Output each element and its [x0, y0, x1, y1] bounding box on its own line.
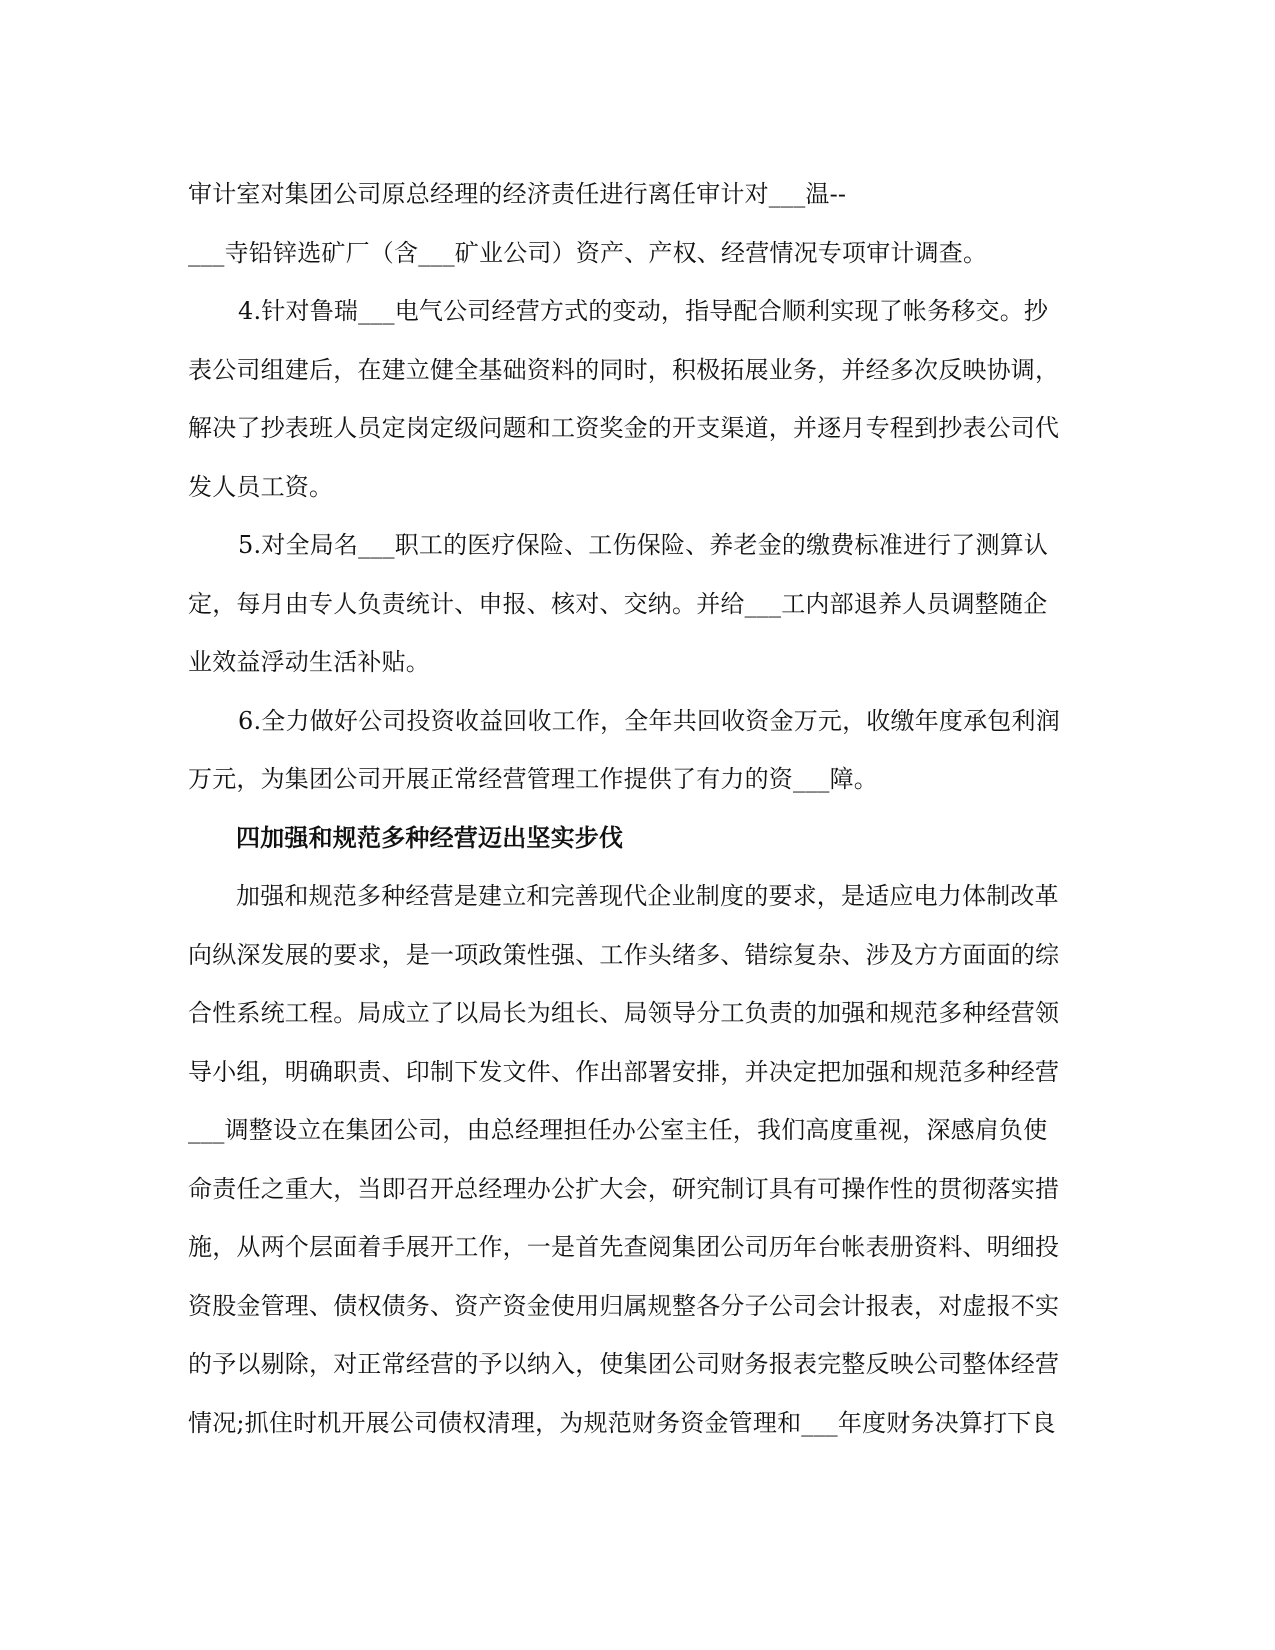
body-line: ___调整设立在集团公司，由总经理担任办公室主任，我们高度重视，深感肩负使 [188, 1116, 1048, 1144]
body-line: 表公司组建后，在建立健全基础资料的同时，积极拓展业务，并经多次反映协调， [188, 355, 1060, 384]
body-line: 业效益浮动生活补贴。 [188, 648, 430, 676]
body-line: ___寺铅锌选矿厂（含___矿业公司）资产、产权、经营情况专项审计调查。 [188, 238, 988, 267]
item-5-line: 5.对全局名___职工的医疗保险、工伤保险、养老金的缴费标准进行了测算认 [238, 531, 1049, 559]
section-heading: 四加强和规范多种经营迈出坚实步伐 [236, 822, 624, 852]
body-line: 施，从两个层面着手展开工作，一是首先查阅集团公司历年台帐表册资料、明细投 [188, 1233, 1060, 1261]
body-line: 万元，为集团公司开展正常经营管理工作提供了有力的资___障。 [188, 765, 878, 793]
body-line: 导小组，明确职责、印制下发文件、作出部署安排，并决定把加强和规范多种经营 [188, 1057, 1060, 1086]
body-line: 定，每月由专人负责统计、申报、核对、交纳。并给___工内部退养人员调整随企 [188, 589, 1048, 618]
document-body [188, 165, 1088, 1452]
body-line: 合性系统工程。局成立了以局长为组长、局领导分工负责的加强和规范多种经营领 [188, 999, 1060, 1027]
body-line: 审计室对集团公司原总经理的经济责任进行离任审计对___温-- [188, 180, 847, 208]
body-line: 解决了抄表班人员定岗定级问题和工资奖金的开支渠道，并逐月专程到抄表公司代 [188, 414, 1060, 442]
body-line: 命责任之重大，当即召开总经理办公扩大会，研究制订具有可操作性的贯彻落实措 [188, 1174, 1060, 1203]
body-line: 的予以剔除，对正常经营的予以纳入，使集团公司财务报表完整反映公司整体经营 [188, 1350, 1060, 1378]
body-line: 向纵深发展的要求，是一项政策性强、工作头绪多、错综复杂、涉及方方面面的综 [188, 940, 1060, 969]
item-6-line: 6.全力做好公司投资收益回收工作，全年共回收资金万元，收缴年度承包利润 [238, 706, 1060, 735]
body-line: 情况;抓住时机开展公司债权清理，为规范财务资金管理和___年度财务决算打下良 [188, 1408, 1056, 1437]
body-line: 发人员工资。 [188, 472, 334, 501]
body-line: 资股金管理、债权债务、资产资金使用归属规整各分子公司会计报表，对虚报不实 [188, 1291, 1060, 1320]
paragraph-first-line: 加强和规范多种经营是建立和完善现代企业制度的要求，是适应电力体制改革 [236, 882, 1059, 910]
item-4-line: 4.针对鲁瑞___电气公司经营方式的变动，指导配合顺利实现了帐务移交。抄 [238, 297, 1049, 325]
